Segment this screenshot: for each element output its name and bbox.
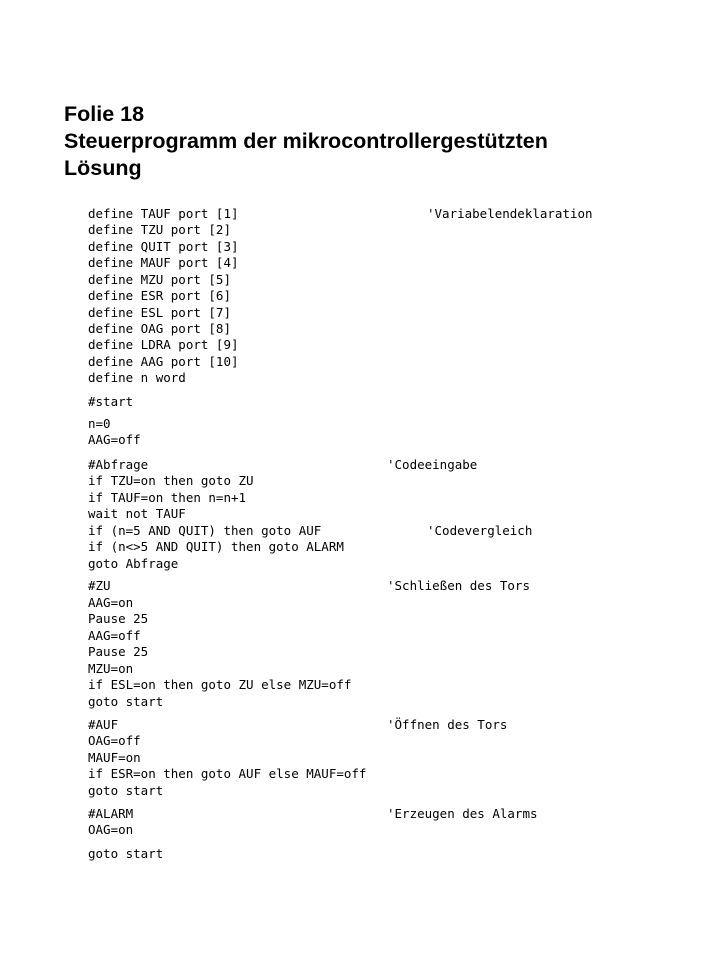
code-line: AAG=on <box>88 595 134 610</box>
code-line: define TAUF port [1] <box>88 206 239 221</box>
code-label: #Abfrage <box>88 457 149 472</box>
code-line: MZU=on <box>88 661 134 676</box>
code-label: #ZU <box>88 578 111 593</box>
code-line: if TZU=on then goto ZU <box>88 473 254 488</box>
code-comment: 'Codevergleich <box>427 523 533 538</box>
code-line: if TAUF=on then n=n+1 <box>88 490 247 505</box>
code-line: define MAUF port [4] <box>88 255 239 270</box>
code-line: if (n<>5 AND QUIT) then goto ALARM <box>88 539 344 554</box>
code-line: define AAG port [10] <box>88 354 239 369</box>
code-line: if (n=5 AND QUIT) then goto AUF <box>88 523 322 538</box>
code-line: OAG=on <box>88 822 134 837</box>
code-label: #AUF <box>88 717 119 732</box>
code-line: define ESL port [7] <box>88 305 231 320</box>
code-comment: 'Öffnen des Tors <box>387 717 508 732</box>
code-line: define OAG port [8] <box>88 321 231 336</box>
slide-number: Folie 18 <box>64 102 145 126</box>
code-line: AAG=off <box>88 628 141 643</box>
slide-title-line-2: Lösung <box>64 156 142 180</box>
code-line: wait not TAUF <box>88 506 186 521</box>
slide-title-line-1: Steuerprogramm der mikrocontrollergestützten <box>64 129 548 153</box>
code-label: #ALARM <box>88 806 134 821</box>
code-comment: 'Erzeugen des Alarms <box>387 806 538 821</box>
code-label: #start <box>88 394 134 409</box>
code-comment: 'Variabelendeklaration <box>427 206 593 221</box>
code-line: define ESR port [6] <box>88 288 231 303</box>
code-line: if ESR=on then goto AUF else MAUF=off <box>88 766 367 781</box>
code-line: define MZU port [5] <box>88 272 231 287</box>
code-line: define LDRA port [9] <box>88 337 239 352</box>
code-line: Pause 25 <box>88 644 149 659</box>
code-line: define QUIT port [3] <box>88 239 239 254</box>
code-line: goto start <box>88 846 164 861</box>
code-line: define n word <box>88 370 186 385</box>
code-line: OAG=off <box>88 733 141 748</box>
code-comment: 'Codeeingabe <box>387 457 478 472</box>
code-line: MAUF=on <box>88 750 141 765</box>
code-line: goto Abfrage <box>88 556 179 571</box>
code-line: goto start <box>88 783 164 798</box>
code-line: n=0 <box>88 416 111 431</box>
code-line: if ESL=on then goto ZU else MZU=off <box>88 677 352 692</box>
code-line: Pause 25 <box>88 611 149 626</box>
code-line: AAG=off <box>88 432 141 447</box>
code-comment: 'Schließen des Tors <box>387 578 530 593</box>
code-line: goto start <box>88 694 164 709</box>
code-line: define TZU port [2] <box>88 222 231 237</box>
